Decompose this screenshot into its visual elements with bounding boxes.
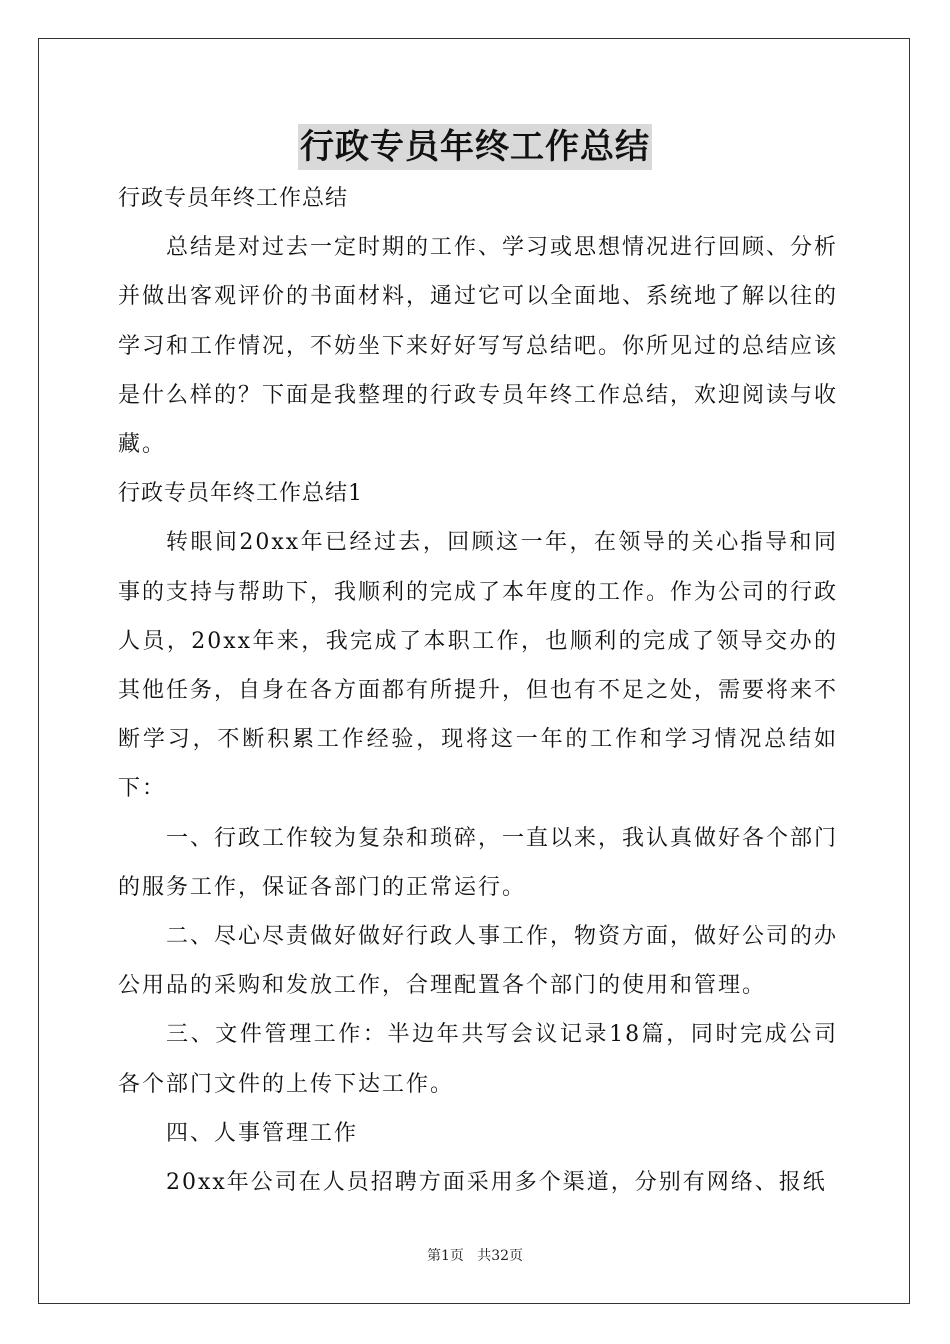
intro-heading: 行政专员年终工作总结 xyxy=(118,186,349,211)
body-paragraph: 二、尽心尽责做好做好行政人事工作，物资方面，做好公司的办公用品的采购和发放工作，合理配置各个部门的使用和管理。 xyxy=(118,924,839,999)
document-body xyxy=(118,174,838,1207)
title-area xyxy=(0,124,950,170)
body-paragraph: 一、行政工作较为复杂和琐碎，一直以来，我认真做好各个部门的服务工作，保证各部门的正常运行。 xyxy=(118,825,839,900)
body-paragraph: 三、文件管理工作：半边年共写会议记录18篇，同时完成公司各个部门文件的上传下达工作。 xyxy=(118,1022,838,1097)
body-paragraph: 20xx年公司在人员招聘方面采用多个渠道，分别有网络、报纸 xyxy=(166,1170,827,1196)
document-title: 行政专员年终工作总结 xyxy=(298,124,652,170)
body-paragraph: 四、人事管理工作 xyxy=(166,1120,359,1146)
intro-paragraph: 总结是对过去一定时期的工作、学习或思想情况进行回顾、分析并做出客观评价的书面材料，通过它可以全面地、系统地了解以往的学习和工作情况，不妨坐下来好好写写总结吧。你所见过的总结应该是什么样的？下面是我整理的行政专员年终工作总结，欢迎阅读与收藏。 xyxy=(118,235,839,458)
body-paragraph: 转眼间20xx年已经过去，回顾这一年，在领导的关心指导和同事的支持与帮助下，我顺利的完成了本年度的工作。作为公司的行政人员，20xx年来，我完成了本职工作，也顺利的完成了领导交办的其他任务，自身在各方面都有所提升，但也有不足之处，需要将来不断学习，不断积累工作经验，现将这一年的工作和学习情况总结如下： xyxy=(118,530,839,802)
section-heading: 行政专员年终工作总结1 xyxy=(118,481,363,507)
page-footer: 第1页 共32页 xyxy=(426,1248,524,1264)
